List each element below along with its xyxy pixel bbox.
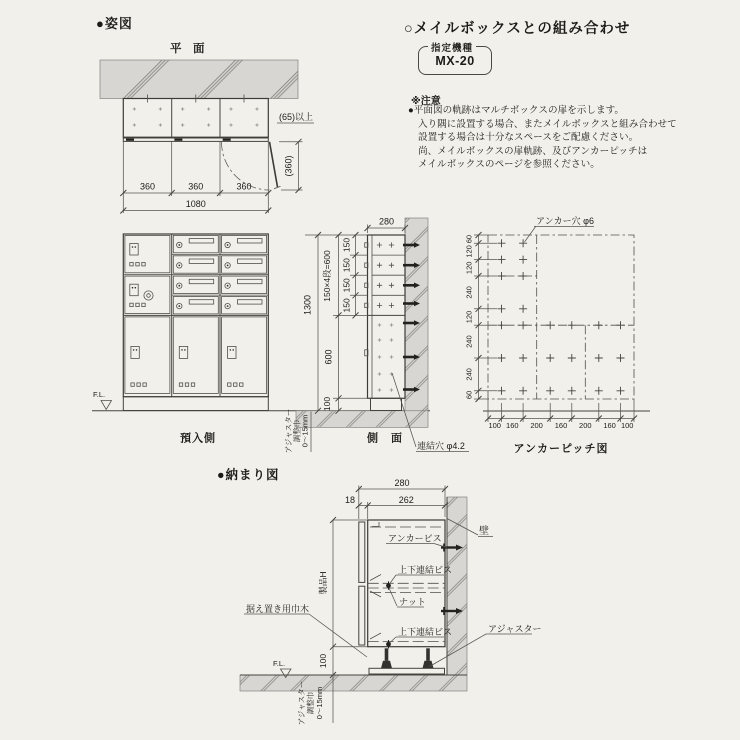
front-floor-level-label: F.L. <box>93 390 106 399</box>
installation-title: ●納まり図 <box>217 468 280 482</box>
detail-adjuster-range-3: 0〜15mm <box>315 686 324 720</box>
plan-caption: 平 面 <box>170 43 205 55</box>
detail-nut-label: ナット <box>399 597 426 607</box>
anchor-bottom-dim-5: 200 <box>579 421 592 430</box>
plan-dim-total: 1080 <box>185 199 206 209</box>
side-box <box>368 235 406 398</box>
detail-wall-label: 壁 <box>479 526 489 537</box>
plan-open-door <box>270 142 278 187</box>
caution-line-3: 設置する場合は十分なスペースをご配慮ください。 <box>418 132 639 144</box>
anchor-left-dim-2: 120 <box>464 245 474 258</box>
plan-wall-hatch <box>100 60 298 99</box>
anchor-bottom-dim-7: 100 <box>620 421 634 430</box>
side-base <box>371 398 402 410</box>
side-dim-upper-group: 150×4段=600 <box>322 250 332 302</box>
detail-adjuster-range-1: アジャスター <box>297 680 306 726</box>
front-base <box>123 397 268 411</box>
plan-dim-360-1: 360 <box>139 181 156 192</box>
plan-view-drawing <box>100 60 314 214</box>
side-joint-hole-label: 連結穴 φ4.2 <box>417 441 465 451</box>
side-adjuster-note-3: 0〜15mm <box>300 414 310 448</box>
side-adjuster-note-1: アジャスター <box>284 408 293 454</box>
detail-adjuster-label: アジャスター <box>488 624 542 634</box>
caution-line-4: 尚、メイルボックスの扉軌跡、及びアンカーピッチは <box>418 145 648 157</box>
detail-base-plate <box>369 668 445 674</box>
appearance-title: ●姿図 <box>96 16 133 31</box>
side-dim-row-2: 150 <box>341 258 352 273</box>
plan-dim-clearance: (65)以上 <box>279 112 314 122</box>
plan-dim-360-3: 360 <box>236 181 252 192</box>
side-dim-width: 280 <box>378 216 395 227</box>
detail-view-drawing <box>240 478 541 725</box>
anchor-bottom-dim-6: 160 <box>603 421 616 430</box>
anchor-left-dim-3: 120 <box>464 261 474 275</box>
side-dim-row-3: 150 <box>341 278 352 293</box>
side-dim-lower: 600 <box>323 349 334 365</box>
plan-dim-360-2: 360 <box>188 181 204 192</box>
model-frame-label: 指定機種 <box>428 40 476 54</box>
detail-dim-depth: 262 <box>398 495 414 505</box>
anchor-bottom-dim-1: 100 <box>488 421 501 430</box>
plan-dim-door-swing: (360) <box>283 155 294 177</box>
side-dim-total-height: 1300 <box>302 294 313 316</box>
detail-anchor-screw-label: アンカービス <box>388 533 442 544</box>
anchor-pitch-drawing <box>465 215 651 455</box>
caution-notes <box>408 104 677 172</box>
anchor-bottom-dim-3: 200 <box>530 421 543 430</box>
side-view-drawing <box>284 217 469 454</box>
anchor-left-dim-1: 60 <box>464 234 474 244</box>
side-adjuster-note-2: 調整巾 <box>292 419 302 443</box>
detail-dim-base: 100 <box>318 653 328 669</box>
anchor-left-dim-6: 240 <box>464 335 474 348</box>
plan-door-front <box>123 138 268 141</box>
side-view-caption: 側 面 <box>367 432 403 445</box>
anchor-left-dim-5: 120 <box>464 310 474 324</box>
side-dim-base: 100 <box>322 396 332 412</box>
detail-joint-screw-bottom-label: 上下連結ビス <box>398 627 453 637</box>
plan-box-row <box>123 99 268 138</box>
side-wall-hatch <box>405 218 428 412</box>
detail-dim-front: 18 <box>344 495 356 505</box>
anchor-outline <box>488 235 634 399</box>
anchor-view-caption: アンカーピッチ図 <box>513 443 609 455</box>
detail-joint-screw-top-label: 上下連結ビス <box>398 565 453 575</box>
detail-adjuster-range-2: 調整巾 <box>306 691 315 715</box>
anchor-left-dim-8: 60 <box>464 390 474 400</box>
caution-line-1: ●平面図の軌跡はマルチボックスの扉を示します。 <box>408 105 624 116</box>
anchor-left-dim-4: 240 <box>464 286 474 299</box>
detail-floor-hatch <box>240 675 467 691</box>
caution-title: ※注意 <box>411 96 441 107</box>
anchor-hole-label: アンカー穴 φ6 <box>536 216 594 226</box>
caution-line-2: 入り隅に設置する場合、またメイルボックスと組み合わせて <box>418 118 677 130</box>
detail-skirting-label: 据え置き用巾木 <box>246 604 310 614</box>
detail-front-panel-upper <box>359 522 365 582</box>
side-dim-row-4: 150 <box>341 298 352 313</box>
side-dim-row-1: 150 <box>341 237 352 253</box>
floor-level-mark <box>101 401 112 410</box>
model-frame <box>418 43 492 75</box>
front-view-caption: 預入側 <box>180 432 216 445</box>
detail-product-height-label: 製品H <box>318 571 328 595</box>
anchor-bottom-dim-4: 160 <box>554 421 568 430</box>
combination-title: ○メイルボックスとの組み合わせ <box>404 21 631 37</box>
caution-line-5: メイルボックスのページを参照ください。 <box>418 159 600 171</box>
anchor-bottom-dim-2: 160 <box>506 421 519 430</box>
anchor-left-dim-7: 240 <box>464 368 474 381</box>
detail-floor-level-label: F.L. <box>273 659 286 668</box>
model-code: MX-20 <box>435 53 475 68</box>
detail-front-panel-lower <box>359 586 365 645</box>
detail-dim-width: 280 <box>394 478 410 488</box>
